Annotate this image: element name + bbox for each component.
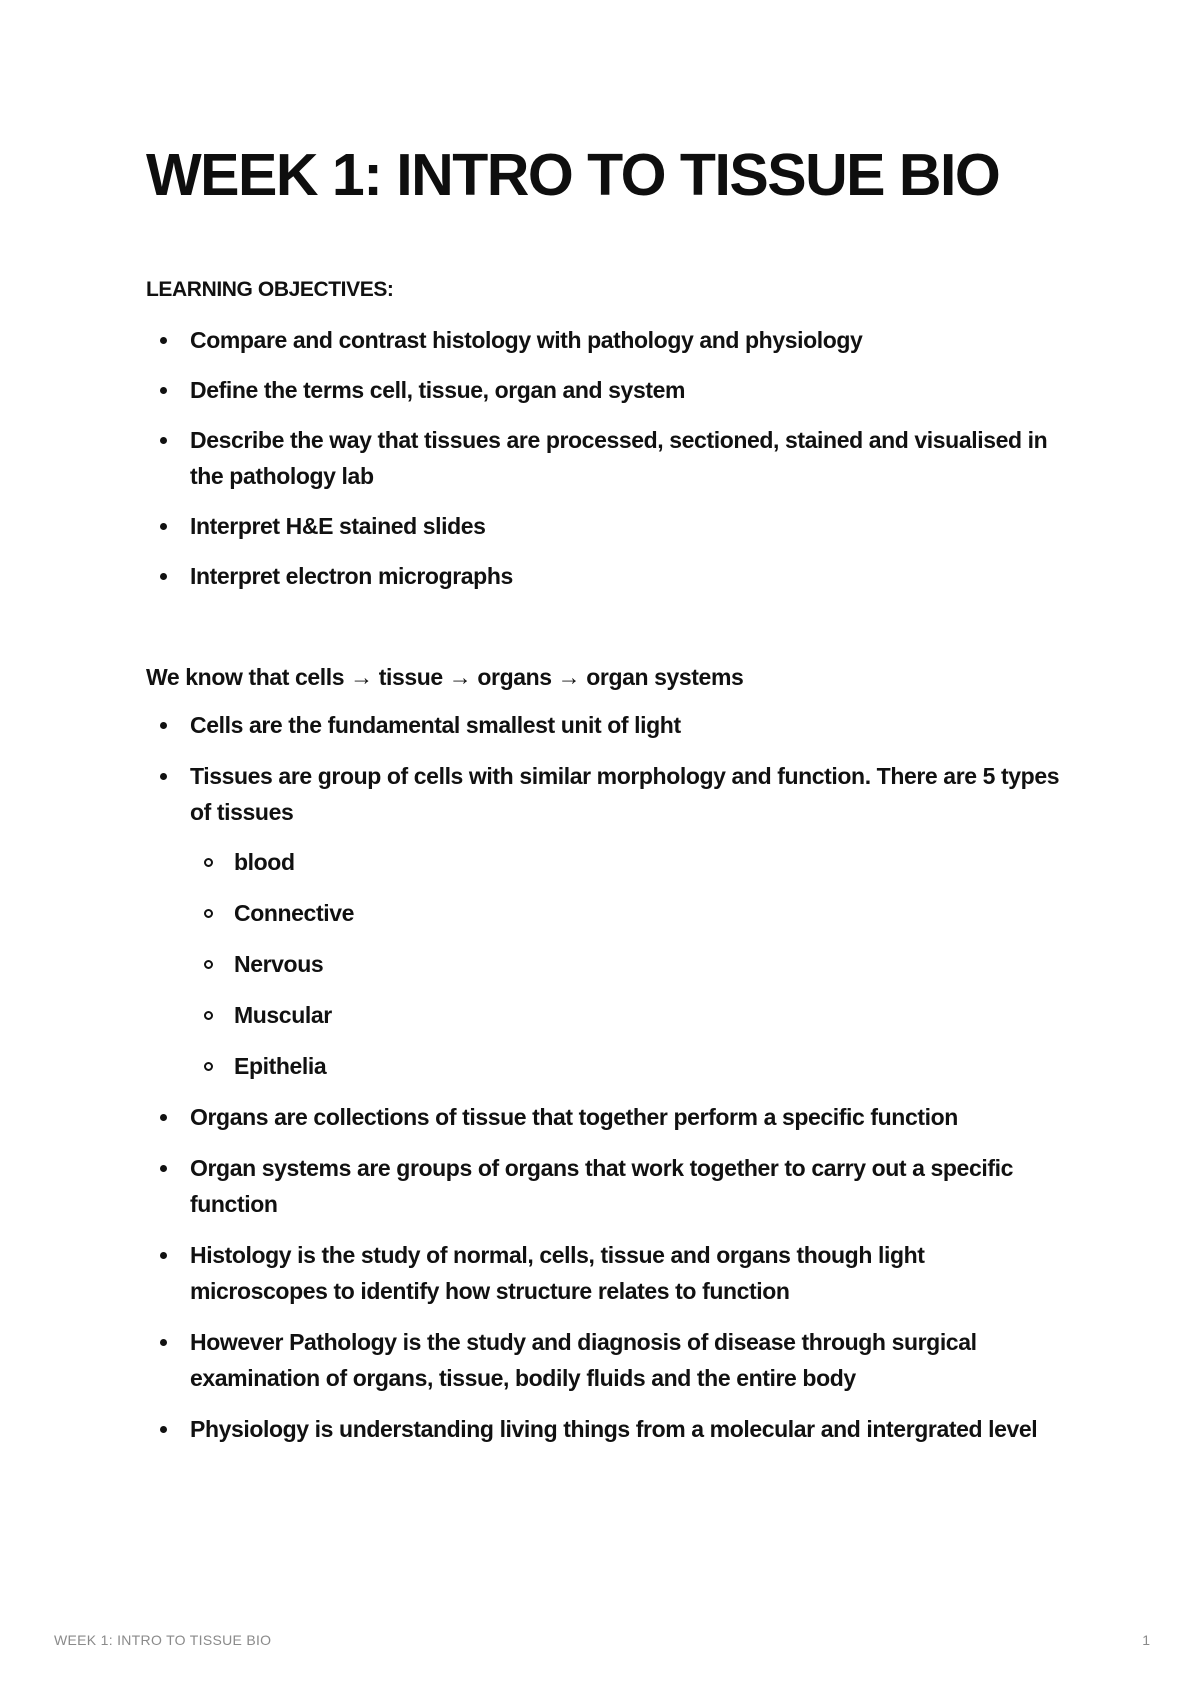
points-list — [146, 707, 1066, 1447]
objective-text: Compare and contrast histology with pathology and physiology — [190, 327, 863, 353]
objectives-list — [146, 322, 1066, 594]
objective-item — [146, 558, 1066, 594]
point-text: Histology is the study of normal, cells, tissue and organs though light microscopes to identify how structure relates to function — [190, 1242, 925, 1304]
tissue-type-item: Connective — [190, 895, 1066, 931]
objective-text: Describe the way that tissues are processed, sectioned, stained and visualised in the pathology lab — [190, 427, 1048, 489]
point-text: However Pathology is the study and diagnosis of disease through surgical examination of organs, tissue, bodily fluids and the entire body — [190, 1329, 977, 1391]
objective-text: Interpret electron micrographs — [190, 563, 513, 589]
point-item — [146, 1099, 1066, 1135]
objective-text: Interpret H&E stained slides — [190, 513, 486, 539]
objectives-heading: LEARNING OBJECTIVES: — [146, 278, 394, 301]
point-text: Tissues are group of cells with similar morphology and function. There are 5 types of tissues — [190, 763, 1060, 825]
document-title: WEEK 1: INTRO TO TISSUE BIO — [146, 142, 1000, 208]
point-item — [146, 1324, 1066, 1396]
objective-item — [146, 508, 1066, 544]
objective-item — [146, 422, 1066, 494]
intro-line: We know that cells → tissue → organs → organ systems — [146, 664, 744, 690]
objective-item — [146, 322, 1066, 358]
point-item — [146, 1150, 1066, 1222]
page-number: 1 — [1142, 1632, 1150, 1648]
footer-title: WEEK 1: INTRO TO TISSUE BIO — [54, 1632, 272, 1648]
tissue-type-item: Muscular — [190, 997, 1066, 1033]
point-item — [146, 758, 1066, 1084]
document-body — [146, 272, 1066, 1462]
point-item — [146, 1411, 1066, 1447]
point-text: Organ systems are groups of organs that work together to carry out a specific function — [190, 1155, 1013, 1217]
point-item — [146, 1237, 1066, 1309]
tissue-types-list — [190, 844, 1066, 1084]
point-item — [146, 707, 1066, 743]
point-text: Physiology is understanding living things from a molecular and intergrated level — [190, 1416, 1038, 1442]
tissue-type-item: Epithelia — [190, 1048, 1066, 1084]
objective-text: Define the terms cell, tissue, organ and system — [190, 377, 686, 403]
tissue-type-item: blood — [190, 844, 1066, 880]
objective-item — [146, 372, 1066, 408]
tissue-type-item: Nervous — [190, 946, 1066, 982]
point-text: Cells are the fundamental smallest unit of light — [190, 712, 681, 738]
point-text: Organs are collections of tissue that together perform a specific function — [190, 1104, 958, 1130]
